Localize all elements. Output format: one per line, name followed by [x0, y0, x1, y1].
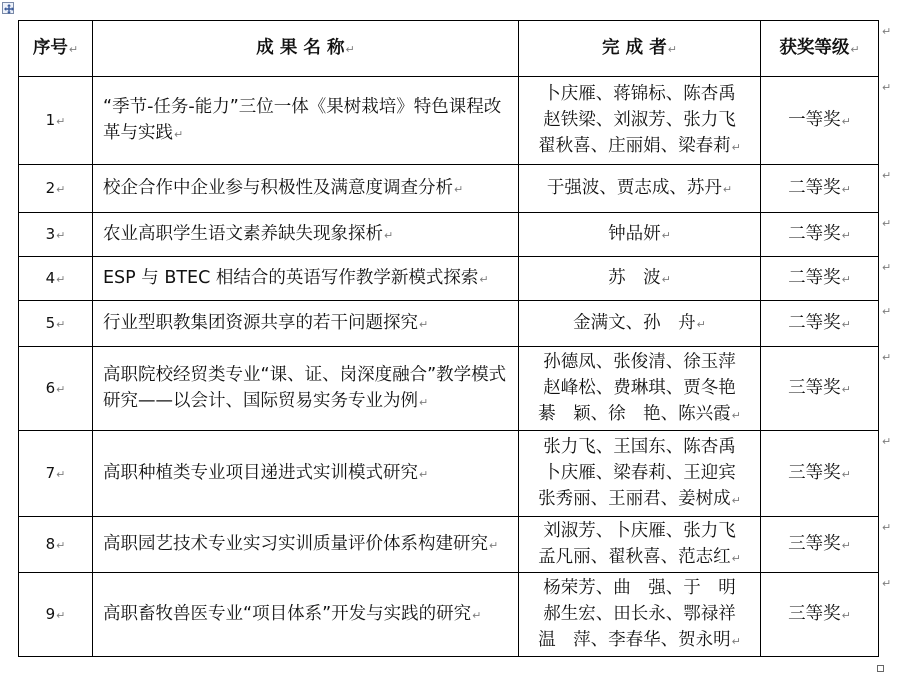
row-grade: [761, 431, 879, 517]
author-line: 温 萍、李春华、贺永明↵: [538, 629, 741, 650]
table-row: [19, 301, 879, 347]
row-index: [19, 517, 93, 573]
paragraph-mark: ↵: [696, 317, 706, 331]
row-title-text: 行业型职教集团资源共享的若干问题探究: [103, 312, 418, 333]
author-line: 张力飞、王国东、陈杏禹: [543, 436, 736, 457]
paragraph-mark: ↵: [419, 317, 429, 331]
author-line: 金满文、孙 舟↵: [573, 312, 706, 333]
row-index: [19, 165, 93, 213]
paragraph-mark: ↵: [841, 182, 851, 196]
paragraph-mark: ↵: [731, 408, 741, 422]
row-end-mark: ↵: [882, 260, 892, 274]
row-grade: [761, 301, 879, 347]
header-index: 序号↵: [19, 21, 93, 77]
paragraph-mark: ↵: [731, 634, 741, 648]
row-title: [93, 77, 519, 165]
header-title: 成 果 名 称↵: [93, 21, 519, 77]
row-grade-text: 二等奖: [788, 177, 841, 198]
paragraph-mark: ↵: [661, 272, 671, 286]
table-move-handle[interactable]: [2, 2, 14, 14]
header-authors: 完 成 者↵: [519, 21, 761, 77]
row-index: [19, 213, 93, 257]
author-line: 孙德凤、张俊清、徐玉萍: [543, 351, 736, 372]
row-index: [19, 257, 93, 301]
row-authors: [519, 301, 761, 347]
row-index-text: 9: [45, 604, 56, 623]
paragraph-mark: ↵: [479, 272, 489, 286]
row-grade: [761, 257, 879, 301]
row-grade: [761, 573, 879, 657]
paragraph-mark: ↵: [56, 272, 66, 286]
row-end-mark: ↵: [882, 576, 892, 590]
row-end-mark: ↵: [882, 350, 892, 364]
row-grade-text: 二等奖: [788, 312, 841, 333]
row-index-text: 6: [45, 378, 56, 397]
row-index-text: 7: [45, 463, 56, 482]
paragraph-mark: ↵: [841, 467, 851, 481]
paragraph-mark: ↵: [56, 382, 66, 396]
row-index-text: 5: [45, 313, 56, 332]
row-grade: [761, 517, 879, 573]
author-line: 孟凡丽、翟秋喜、范志红↵: [538, 546, 741, 567]
row-title-text: 高职园艺技术专业实习实训质量评价体系构建研究: [103, 533, 488, 554]
table-row: [19, 431, 879, 517]
row-authors: [519, 573, 761, 657]
paragraph-mark: ↵: [56, 467, 66, 481]
author-line: 卜庆雁、蒋锦标、陈杏禹: [543, 83, 736, 104]
row-authors: [519, 257, 761, 301]
header-grade: 获奖等级↵: [761, 21, 879, 77]
row-index-text: 8: [45, 534, 56, 553]
paragraph-mark: ↵: [419, 467, 429, 481]
table-row: [19, 77, 879, 165]
row-authors: [519, 77, 761, 165]
awards-table: [18, 20, 879, 657]
author-line: 赵峰松、费琳琪、贾冬艳: [543, 377, 736, 398]
paragraph-mark: ↵: [56, 114, 66, 128]
paragraph-mark: ↵: [841, 317, 851, 331]
row-index-text: 2: [45, 178, 56, 197]
row-grade: [761, 213, 879, 257]
paragraph-mark: ↵: [841, 538, 851, 552]
table-row: [19, 517, 879, 573]
paragraph-mark: ↵: [841, 608, 851, 622]
paragraph-mark: ↵: [56, 228, 66, 242]
author-line: 卜庆雁、梁春莉、王迎宾: [543, 462, 736, 483]
paragraph-mark: ↵: [731, 140, 741, 154]
header-row: [19, 21, 879, 77]
paragraph-mark: ↵: [841, 382, 851, 396]
row-grade-text: 三等奖: [788, 533, 841, 554]
table-row: [19, 573, 879, 657]
row-end-mark: ↵: [882, 434, 892, 448]
row-index-text: 3: [45, 224, 56, 243]
row-grade: [761, 165, 879, 213]
author-line: 郝生宏、田长永、鄂禄祥: [543, 603, 736, 624]
row-title: [93, 301, 519, 347]
paragraph-mark: ↵: [56, 317, 66, 331]
row-authors: [519, 517, 761, 573]
row-title: [93, 347, 519, 431]
paragraph-mark: ↵: [384, 228, 394, 242]
paragraph-mark: ↵: [722, 182, 733, 196]
row-end-mark: ↵: [882, 24, 892, 38]
author-line: 綦 颖、徐 艳、陈兴霞↵: [538, 403, 741, 424]
row-grade-text: 二等奖: [788, 223, 841, 244]
row-title: [93, 257, 519, 301]
paragraph-mark: ↵: [841, 272, 851, 286]
row-index: [19, 431, 93, 517]
author-line: 苏 波↵: [608, 267, 671, 288]
paragraph-mark: ↵: [731, 493, 741, 507]
row-end-mark: ↵: [882, 520, 892, 534]
row-grade: [761, 347, 879, 431]
author-line: 钟品妍↵: [608, 223, 671, 244]
row-authors: [519, 213, 761, 257]
row-end-mark: ↵: [882, 168, 892, 182]
row-authors: [519, 165, 761, 213]
row-index-text: 4: [45, 268, 56, 287]
paragraph-mark: ↵: [841, 228, 851, 242]
paragraph-mark: ↵: [731, 551, 741, 565]
table-row: [19, 347, 879, 431]
paragraph-mark: ↵: [56, 538, 66, 552]
row-title-text: 农业高职学生语文素养缺失现象探析: [103, 223, 383, 244]
row-grade: [761, 77, 879, 165]
row-title: [93, 517, 519, 573]
row-authors: [519, 347, 761, 431]
row-title: [93, 213, 519, 257]
row-title-text: 高职畜牧兽医专业“项目体系”开发与实践的研究: [103, 603, 472, 624]
row-title-text: ESP 与 BTEC 相结合的英语写作教学新模式探索: [103, 267, 479, 288]
paragraph-mark: ↵: [489, 538, 499, 552]
table-row: [19, 213, 879, 257]
paragraph-mark: ↵: [661, 228, 671, 242]
row-index-text: 1: [45, 110, 56, 129]
paragraph-mark: ↵: [174, 127, 184, 141]
row-title-text: 校企合作中企业参与积极性及满意度调查分析: [103, 177, 453, 198]
row-title: [93, 573, 519, 657]
table-row: [19, 165, 879, 213]
paragraph-mark: ↵: [454, 182, 464, 196]
row-end-mark: ↵: [882, 80, 892, 94]
row-index: [19, 347, 93, 431]
row-index: [19, 573, 93, 657]
row-grade-text: 二等奖: [788, 267, 841, 288]
author-line: 刘淑芳、卜庆雁、张力飞: [543, 520, 736, 541]
paragraph-mark: ↵: [841, 114, 851, 128]
table-resize-handle[interactable]: [877, 665, 884, 672]
row-title: [93, 431, 519, 517]
author-line: 赵铁梁、刘淑芳、张力飞: [543, 109, 736, 130]
row-grade-text: 一等奖: [788, 109, 841, 130]
row-end-mark: ↵: [882, 304, 892, 318]
paragraph-mark: ↵: [56, 182, 66, 196]
paragraph-mark: ↵: [419, 395, 429, 409]
paragraph-mark: ↵: [472, 608, 482, 622]
row-title-text: 高职种植类专业项目递进式实训模式研究: [103, 462, 418, 483]
row-grade-text: 三等奖: [788, 377, 841, 398]
row-index: [19, 77, 93, 165]
table-row: [19, 257, 879, 301]
row-end-mark: ↵: [882, 216, 892, 230]
row-title: [93, 165, 519, 213]
author-line: 翟秋喜、庄丽娟、梁春莉↵: [538, 135, 741, 156]
author-line: 杨荣芳、曲 强、于 明: [543, 577, 736, 598]
row-grade-text: 三等奖: [788, 462, 841, 483]
move-arrows-icon: [3, 3, 15, 15]
row-index: [19, 301, 93, 347]
row-grade-text: 三等奖: [788, 603, 841, 624]
row-title-text: “季节-任务-能力”三位一体《果树栽培》特色课程改革与实践: [103, 96, 502, 143]
row-authors: [519, 431, 761, 517]
author-line: 张秀丽、王丽君、姜树成↵: [538, 488, 741, 509]
author-line: 于强波、贾志成、苏丹↵: [546, 177, 733, 198]
paragraph-mark: ↵: [56, 608, 66, 622]
row-title-text: 高职院校经贸类专业“课、证、岗深度融合”教学模式研究——以会计、国际贸易实务专业为例: [103, 364, 507, 411]
